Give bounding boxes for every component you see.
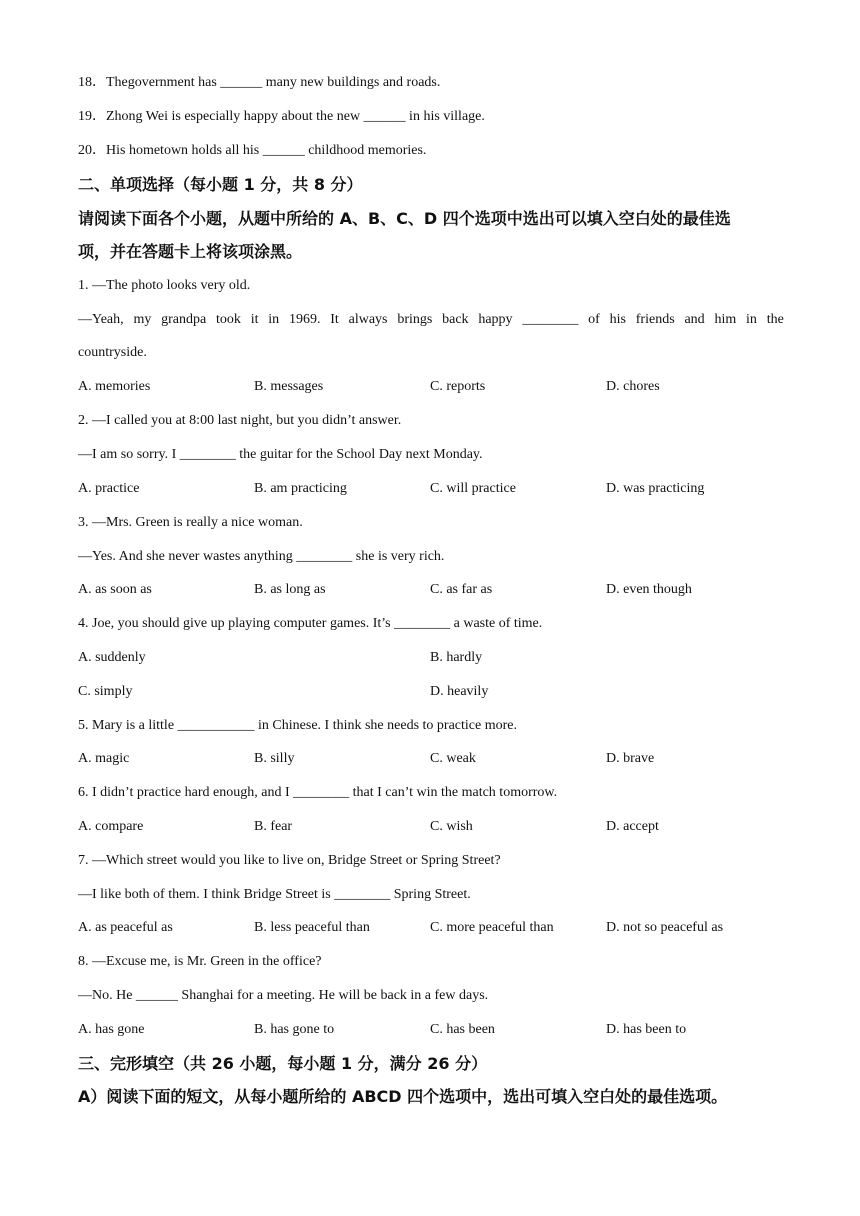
justified-word: brings xyxy=(397,312,433,327)
option-d: D. brave xyxy=(606,751,655,766)
justified-word: the xyxy=(766,312,784,327)
option-b: B. silly xyxy=(254,751,295,766)
option-c: C. more peaceful than xyxy=(430,920,554,935)
section3-instruction: A）阅读下面的短文，从每小题所给的 ABCD 四个选项中，选出可填入空白处的最佳选项。 xyxy=(78,1087,728,1106)
justified-word: back xyxy=(442,312,469,327)
option-a: A. memories xyxy=(78,379,151,394)
justified-word: happy xyxy=(478,312,513,327)
option-a: A. as peaceful as xyxy=(78,920,173,935)
option-b: B. hardly xyxy=(430,650,483,665)
question-7-options xyxy=(78,918,784,938)
justified-word: of xyxy=(588,312,600,327)
option-b: B. has gone to xyxy=(254,1022,335,1037)
justified-word: his xyxy=(609,312,626,327)
option-a: A. practice xyxy=(78,481,140,496)
option-d: D. not so peaceful as xyxy=(606,920,724,935)
option-c: C. will practice xyxy=(430,481,516,496)
option-c: C. simply xyxy=(78,684,133,699)
option-d: D. was practicing xyxy=(606,481,705,496)
question-1-options xyxy=(78,377,784,397)
question-7-prompt: 7. —Which street would you like to live on, Bridge Street or Spring Street? xyxy=(78,853,501,868)
question-4-options-row2 xyxy=(78,682,784,702)
question-8-prompt: 8. —Excuse me, is Mr. Green in the office? xyxy=(78,954,322,969)
justified-word: him xyxy=(714,312,737,327)
option-c: C. as far as xyxy=(430,582,493,597)
justified-word: in xyxy=(746,312,757,327)
section3-heading: 三、完形填空（共 26 小题，每小题 1 分，满分 26 分） xyxy=(78,1054,488,1073)
question-2-prompt: 2. —I called you at 8:00 last night, but you didn’t answer. xyxy=(78,413,402,428)
fill-item-20: 20．His hometown holds all his ______ childhood memories. xyxy=(78,143,427,158)
justified-word: in xyxy=(268,312,280,327)
question-4-prompt: 4. Joe, you should give up playing computer games. It’s ________ a waste of time. xyxy=(78,616,543,631)
fill-item-19: 19．Zhong Wei is especially happy about the new ______ in his village. xyxy=(78,109,485,124)
option-a: A. compare xyxy=(78,819,144,834)
justified-word: 1969. xyxy=(288,312,321,327)
question-3-response: —Yes. And she never wastes anything ________ she is very rich. xyxy=(78,549,445,564)
question-4-options-row1 xyxy=(78,648,784,668)
question-6-options xyxy=(78,817,784,837)
question-7-response: —I like both of them. I think Bridge Street is ________ Spring Street. xyxy=(78,887,471,902)
option-c: C. reports xyxy=(430,379,486,394)
justified-word: —Yeah, xyxy=(78,312,124,327)
question-1-response xyxy=(78,310,784,330)
question-1-prompt: 1. —The photo looks very old. xyxy=(78,278,251,293)
question-1-response-continuation: countryside. xyxy=(78,345,147,360)
fill-item-18: 18．Thegovernment has ______ many new buildings and roads. xyxy=(78,75,441,90)
justified-word: friends xyxy=(635,312,675,327)
option-a: A. as soon as xyxy=(78,582,152,597)
question-5-options xyxy=(78,749,784,769)
option-d: D. chores xyxy=(606,379,660,394)
section2-instruction-line2: 项，并在答题卡上将该项涂黑。 xyxy=(78,242,303,261)
option-b: B. as long as xyxy=(254,582,326,597)
section2-instruction-line1: 请阅读下面各个小题，从题中所给的 A、B、C、D 四个选项中选出可以填入空白处的最佳选 xyxy=(78,209,731,228)
option-d: D. heavily xyxy=(430,684,489,699)
option-c: C. has been xyxy=(430,1022,495,1037)
question-3-prompt: 3. —Mrs. Green is really a nice woman. xyxy=(78,515,303,530)
question-3-options xyxy=(78,580,784,600)
justified-word: always xyxy=(348,312,388,327)
justified-word: my xyxy=(133,312,152,327)
question-8-response: —No. He ______ Shanghai for a meeting. He will be back in a few days. xyxy=(78,988,489,1003)
justified-word: It xyxy=(330,312,339,327)
question-6-prompt: 6. I didn’t practice hard enough, and I ________ that I can’t win the match tomorrow. xyxy=(78,785,558,800)
option-b: B. less peaceful than xyxy=(254,920,370,935)
option-d: D. accept xyxy=(606,819,659,834)
option-b: B. fear xyxy=(254,819,293,834)
question-8-options xyxy=(78,1020,784,1040)
option-d: D. has been to xyxy=(606,1022,687,1037)
question-2-response: —I am so sorry. I ________ the guitar for the School Day next Monday. xyxy=(78,447,483,462)
option-c: C. weak xyxy=(430,751,476,766)
option-a: A. suddenly xyxy=(78,650,146,665)
question-5-prompt: 5. Mary is a little ___________ in Chinese. I think she needs to practice more. xyxy=(78,718,517,733)
justified-word: ________ xyxy=(522,312,579,327)
option-a: A. has gone xyxy=(78,1022,145,1037)
option-a: A. magic xyxy=(78,751,130,766)
option-d: D. even though xyxy=(606,582,692,597)
option-b: B. messages xyxy=(254,379,324,394)
section2-heading: 二、单项选择（每小题 1 分，共 8 分） xyxy=(78,175,363,194)
justified-word: grandpa xyxy=(161,312,207,327)
option-b: B. am practicing xyxy=(254,481,347,496)
justified-word: it xyxy=(250,312,259,327)
option-c: C. wish xyxy=(430,819,473,834)
question-2-options xyxy=(78,479,784,499)
justified-word: and xyxy=(684,312,705,327)
justified-word: took xyxy=(216,312,241,327)
